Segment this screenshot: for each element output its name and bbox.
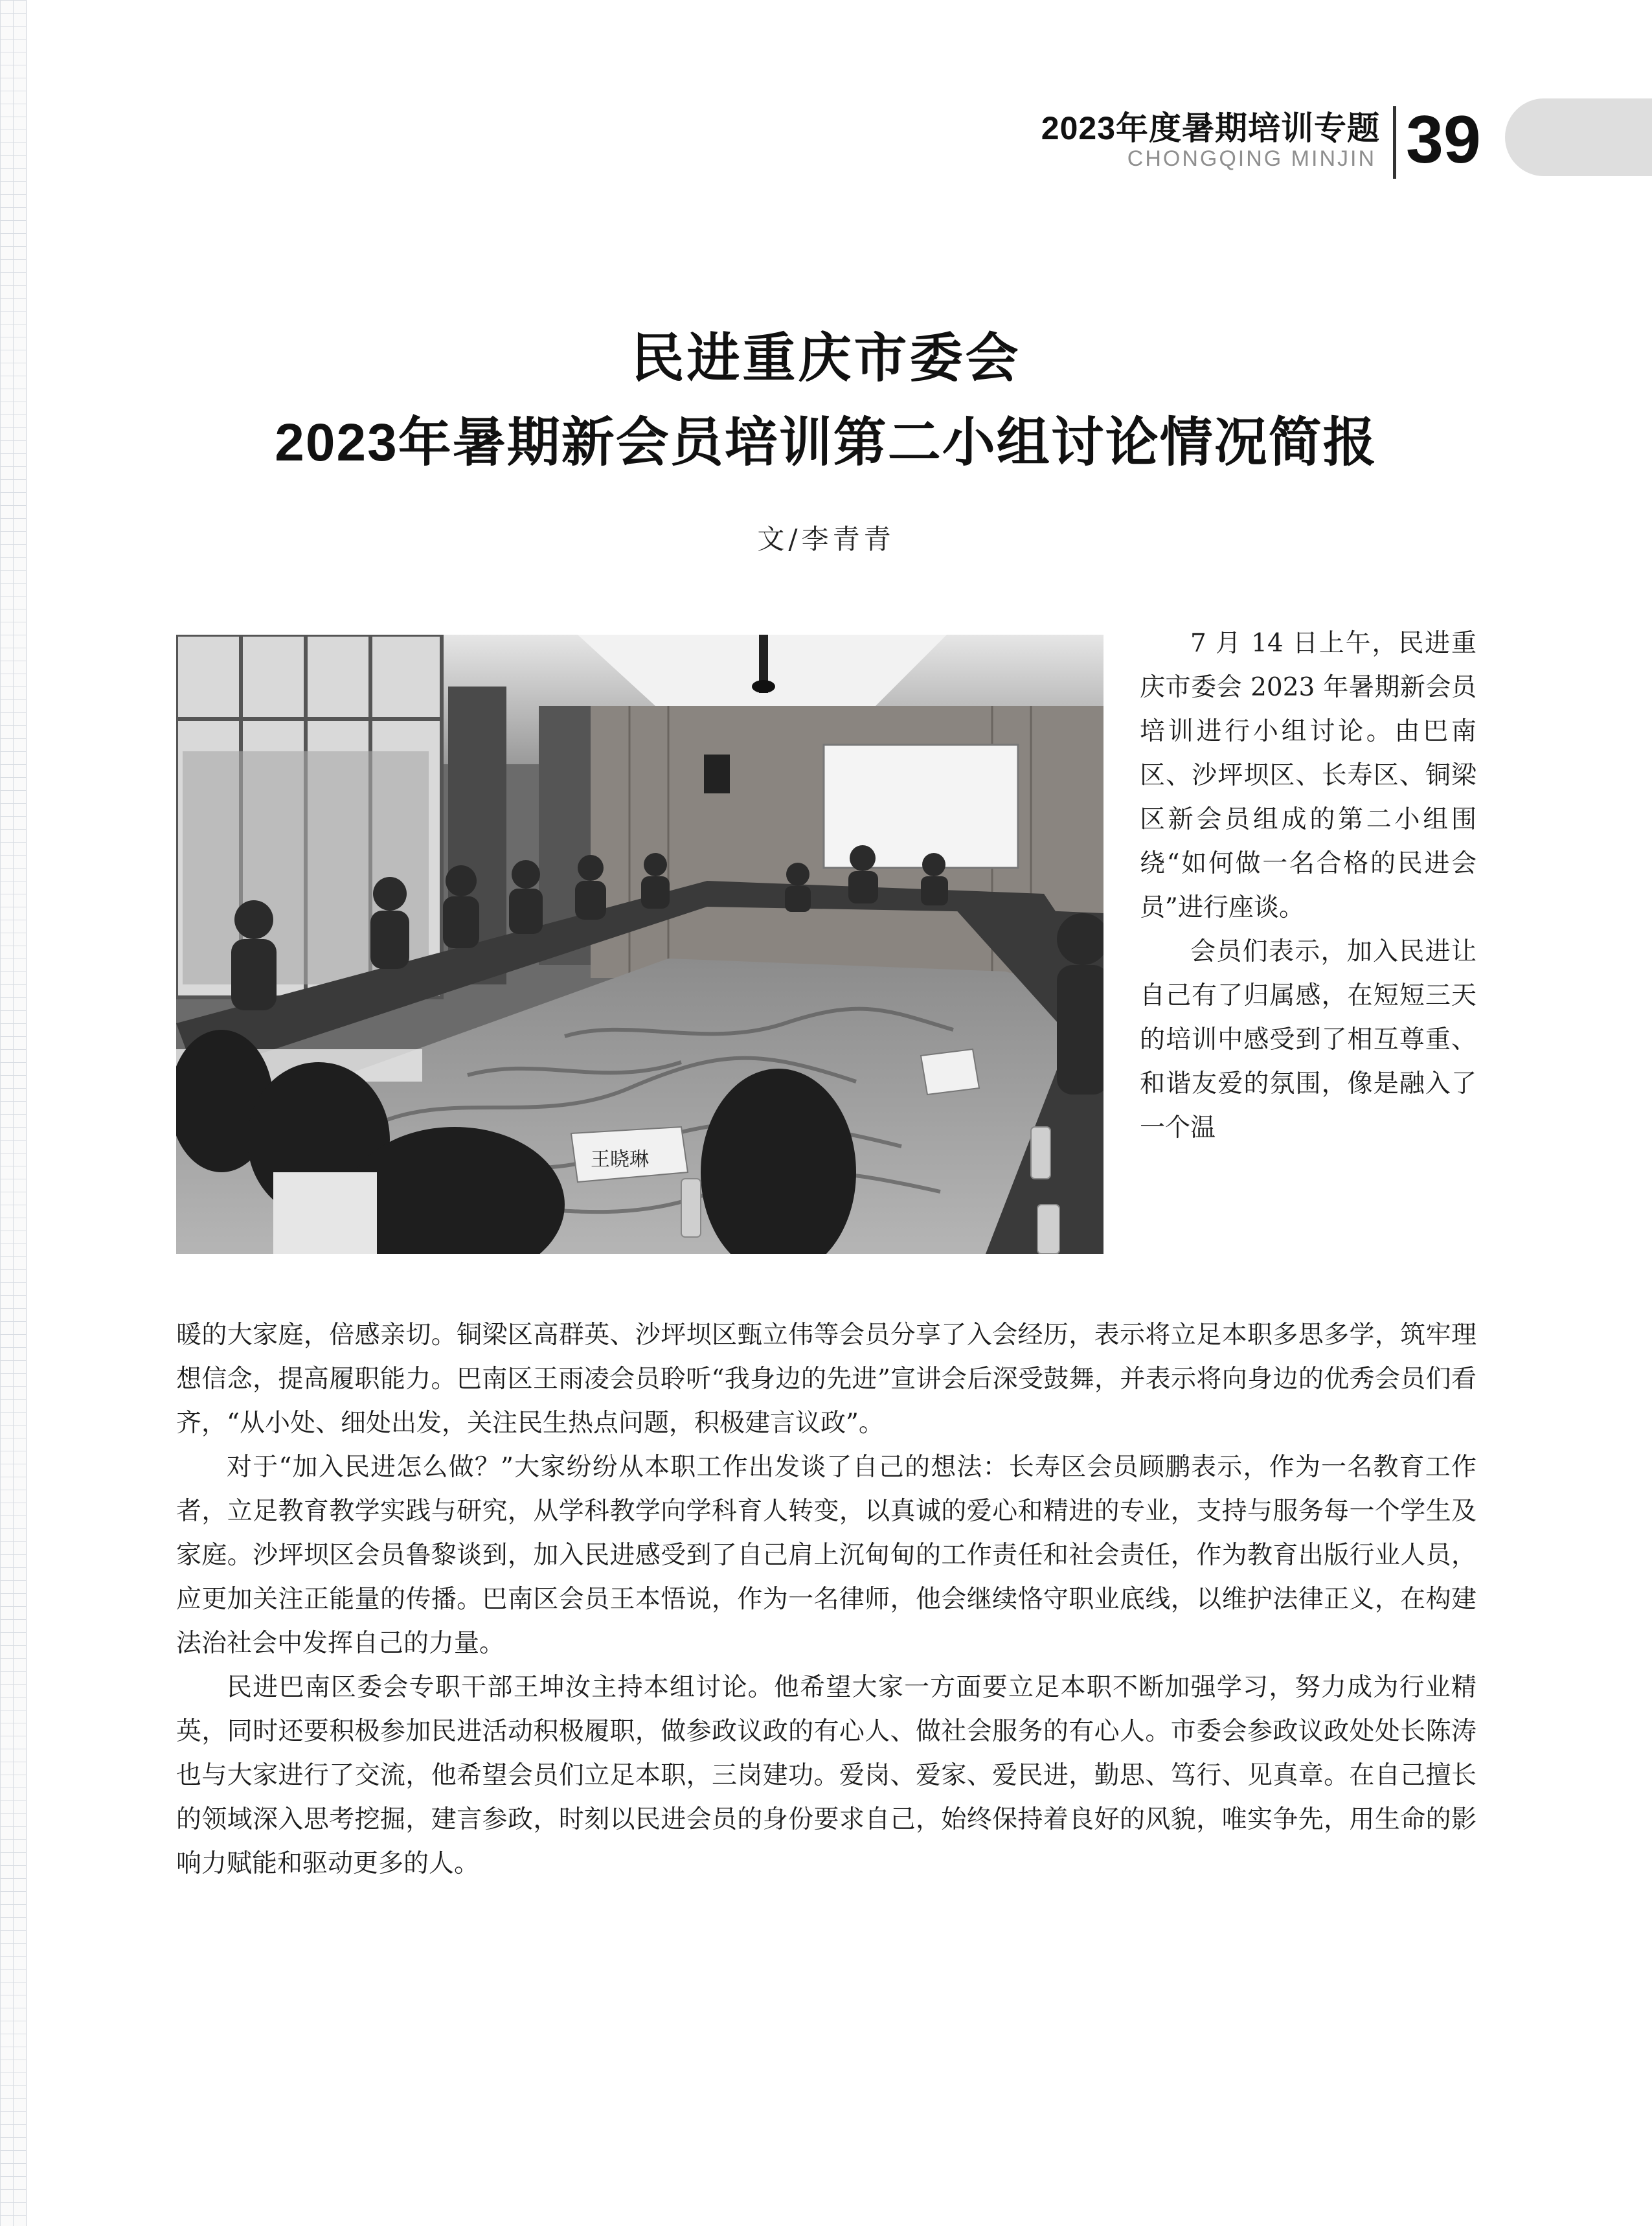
paragraph-members-start: 会员们表示，加入民进让自己有了归属感，在短短三天的培训中感受到了相互尊重、和谐友爱的氛围，像是融入了一个温 — [1140, 937, 1477, 1142]
header-tab — [1505, 98, 1652, 176]
paragraph-closing: 民进巴南区委会专职干部王坤汝主持本组讨论。他希望大家一方面要立足本职不断加强学习，努力成为行业精英，同时还要积极参加民进活动积极履职，做参政议政的有心人、做社会服务的有心人。市委会参政议政处处长陈涛也与大家进行了交流，他希望会员们立足本职，三岗建功。爱岗、爱家、爱民进，勤思、笃行、见真章。在自己擅长的领域深入思考挖掘，建言参政，时刻以民进会员的身份要求自己，始终保持着良好的风貌，唯实争先，用生命的影响力赋能和驱动更多的人。 — [176, 1673, 1477, 1878]
page-number: 39 — [1406, 102, 1481, 177]
section-subtitle: CHONGQING MINJIN — [1127, 146, 1376, 171]
article-main-column — [176, 1313, 1477, 1886]
section-title: 2023年度暑期培训专题 — [1041, 110, 1380, 146]
paragraph-intro: 7 月 14 日上午，民进重庆市委会 2023 年暑期新会员培训进行小组讨论。由巴南区、沙坪坝区、长寿区、铜梁区新会员组成的第二小组围绕“如何做一名合格的民进会员”进行座谈。 — [1140, 629, 1477, 922]
header-divider — [1393, 106, 1396, 179]
meeting-photo — [176, 635, 1103, 1254]
paragraph-how-to: 对于“加入民进怎么做？”大家纷纷从本职工作出发谈了自己的想法：长寿区会员顾鹏表示，作为一名教育工作者，立足教育教学实践与研究，从学科教学向学科育人转变，以真诚的爱心和精进的专业，支持与服务每一个学生及家庭。沙坪坝区会员鲁黎谈到，加入民进感受到了自己肩上沉甸甸的工作责任和社会责任，作为教育出版行业人员，应更加关注正能量的传播。巴南区会员王本悟说，作为一名律师，他会继续恪守职业底线，以维护法律正义，在构建法治社会中发挥自己的力量。 — [176, 1453, 1477, 1658]
article-title-line1: 民进重庆市委会 — [631, 329, 1021, 388]
article-side-column — [1140, 622, 1477, 1150]
name-card-label: 王晓琳 — [591, 1149, 649, 1170]
paragraph-members-continuation: 暖的大家庭，倍感亲切。铜梁区高群英、沙坪坝区甄立伟等会员分享了入会经历，表示将立足本职多思多学，筑牢理想信念，提高履职能力。巴南区王雨凌会员聆听“我身边的先进”宣讲会后深受鼓舞，并表示将向身边的优秀会员们看齐，“从小处、细处出发，关注民生热点问题，积极建言议政”。 — [176, 1321, 1477, 1438]
article-title-line2: 2023年暑期新会员培训第二小组讨论情况简报 — [275, 413, 1377, 472]
byline: 文/李青青 — [757, 523, 895, 555]
